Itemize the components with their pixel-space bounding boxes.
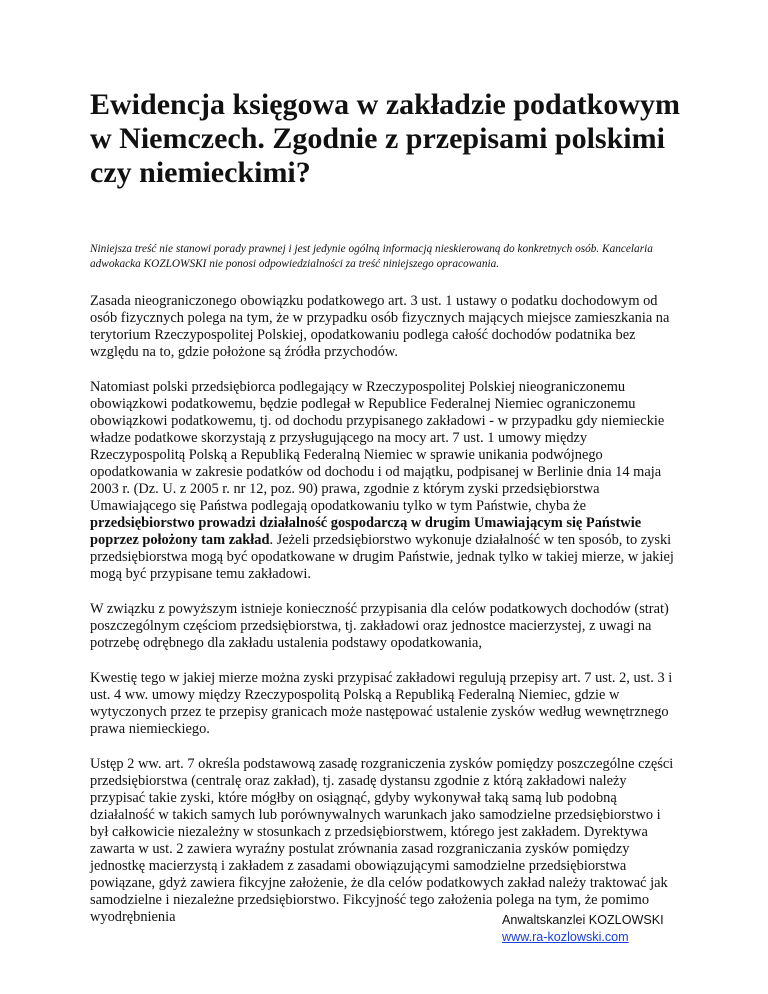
document-page [90,88,682,944]
paragraph-1: Zasada nieograniczonego obowiązku podatkowego art. 3 ust. 1 ustawy o podatku dochodowym od osób fizycznych polega na tym, że w przypadku osób fizycznych mających miejsce zamieszkania na terytorium Rzeczypospolitej Polskiej, opodatkowaniu podlega całość dochodów podatnika bez względu na to, gdzie położone są źródła przychodów. [90,293,670,360]
paragraph-2-text-c: . Jeżeli przedsiębiorstwo wykonuje działalność w ten sposób, to zyski przedsiębiorstwa mogą być opodatkowane w drugim Państwie, jednak tylko w takiej mierze, w jakiej mogą być przypisane temu zakładowi. [90,532,674,582]
page-footer [502,912,702,946]
paragraph-2-text-a: Natomiast polski przedsiębiorca podlegający w Rzeczypospolitej Polskiej nieograniczonemu obowiązkowi podatkowemu, będzie podlegał w Republice Federalnej Niemiec ograniczonemu obowiązkowi podatkowemu, tj. od dochodu przypisanego zakładowi - w przypadku gdy niemieckie władze podatkowe skorzystają z przysługującego na mocy art. 7 ust. 1 umowy między Rzeczypospolitą Polską a Republiką Federalną Niemiec w sprawie unikania podwójnego opodatkowania w zakresie podatków od dochodu i od majątku, podpisanej w Berlinie dnia 14 maja 2003 r. (Dz. U. z 2005 r. nr 12, poz. 90) prawa, zgodnie z którym zyski przedsiębiorstwa Umawiającego się Państwa podlegają opodatkowaniu tylko w tym Państwie, chyba że [90,379,665,514]
footer-firm-name: Anwaltskanzlei KOZLOWSKI [502,913,664,927]
disclaimer: Niniejsza treść nie stanowi porady prawnej i jest jedynie ogólną informacją nieskierowaną do konkretnych osób. Kancelaria adwokacka KOZLOWSKI nie ponosi odpowiedzialności za treść niniejszego opracowania. [90,243,653,270]
paragraph-2-bold: przedsiębiorstwo prowadzi działalność gospodarczą w drugim Umawiającym się Państwie poprzez położony tam zakład [90,515,642,548]
document-title: Ewidencja księgowa w zakładzie podatkowym w Niemczech. Zgodnie z przepisami polskimi czy niemieckimi? [90,88,681,189]
paragraph-5: Ustęp 2 ww. art. 7 określa podstawową zasadę rozgraniczenia zysków pomiędzy poszczególne części przedsiębiorstwa (centralę oraz zakład), tj. zasadę dystansu zgodnie z którą zakładowi należy przypisać takie zyski, które mógłby on osiągnąć, gdyby wykonywał taką samą lub podobną działalność w takich samych lub porównywalnych warunkach jako samodzielne przedsiębiorstwo i był całkowicie niezależny w stosunkach z przedsiębiorstwem, którego jest zakładem. Dyrektywa zawarta w ust. 2 zawiera wyraźny postulat zrównania zasad rozgraniczania zysków pomiędzy jednostkę macierzystą i zakładem z zasadami obowiązującymi samodzielne przedsiębiorstwa powiązane, gdyż zawiera fikcyjne założenie, że dla celów podatkowych zakład należy traktować jak samodzielne i niezależne przedsiębiorstwo. Fikcyjność tego założenia polega na tym, że pomimo wyodrębnienia [90,756,674,925]
footer-website-link[interactable]: www.ra-kozlowski.com [502,930,629,944]
paragraph-3: W związku z powyższym istnieje konieczność przypisania dla celów podatkowych dochodów (strat) poszczególnym częściom przedsiębiorstwa, tj. zakładowi oraz jednostce macierzystej, z uwagi na potrzebę odrębnego dla zakładu ustalenia podstawy opodatkowania, [90,601,669,651]
paragraph-2 [90,379,682,583]
paragraph-4: Kwestię tego w jakiej mierze można zyski przypisać zakładowi regulują przepisy art. 7 ust. 2, ust. 3 i ust. 4 ww. umowy między Rzeczypospolitą Polską a Republiką Federalną Niemiec, gdzie w wytyczonych przez te przepisy granicach może następować ustalenie zysków według wewnętrznego prawa niemieckiego. [90,670,673,737]
